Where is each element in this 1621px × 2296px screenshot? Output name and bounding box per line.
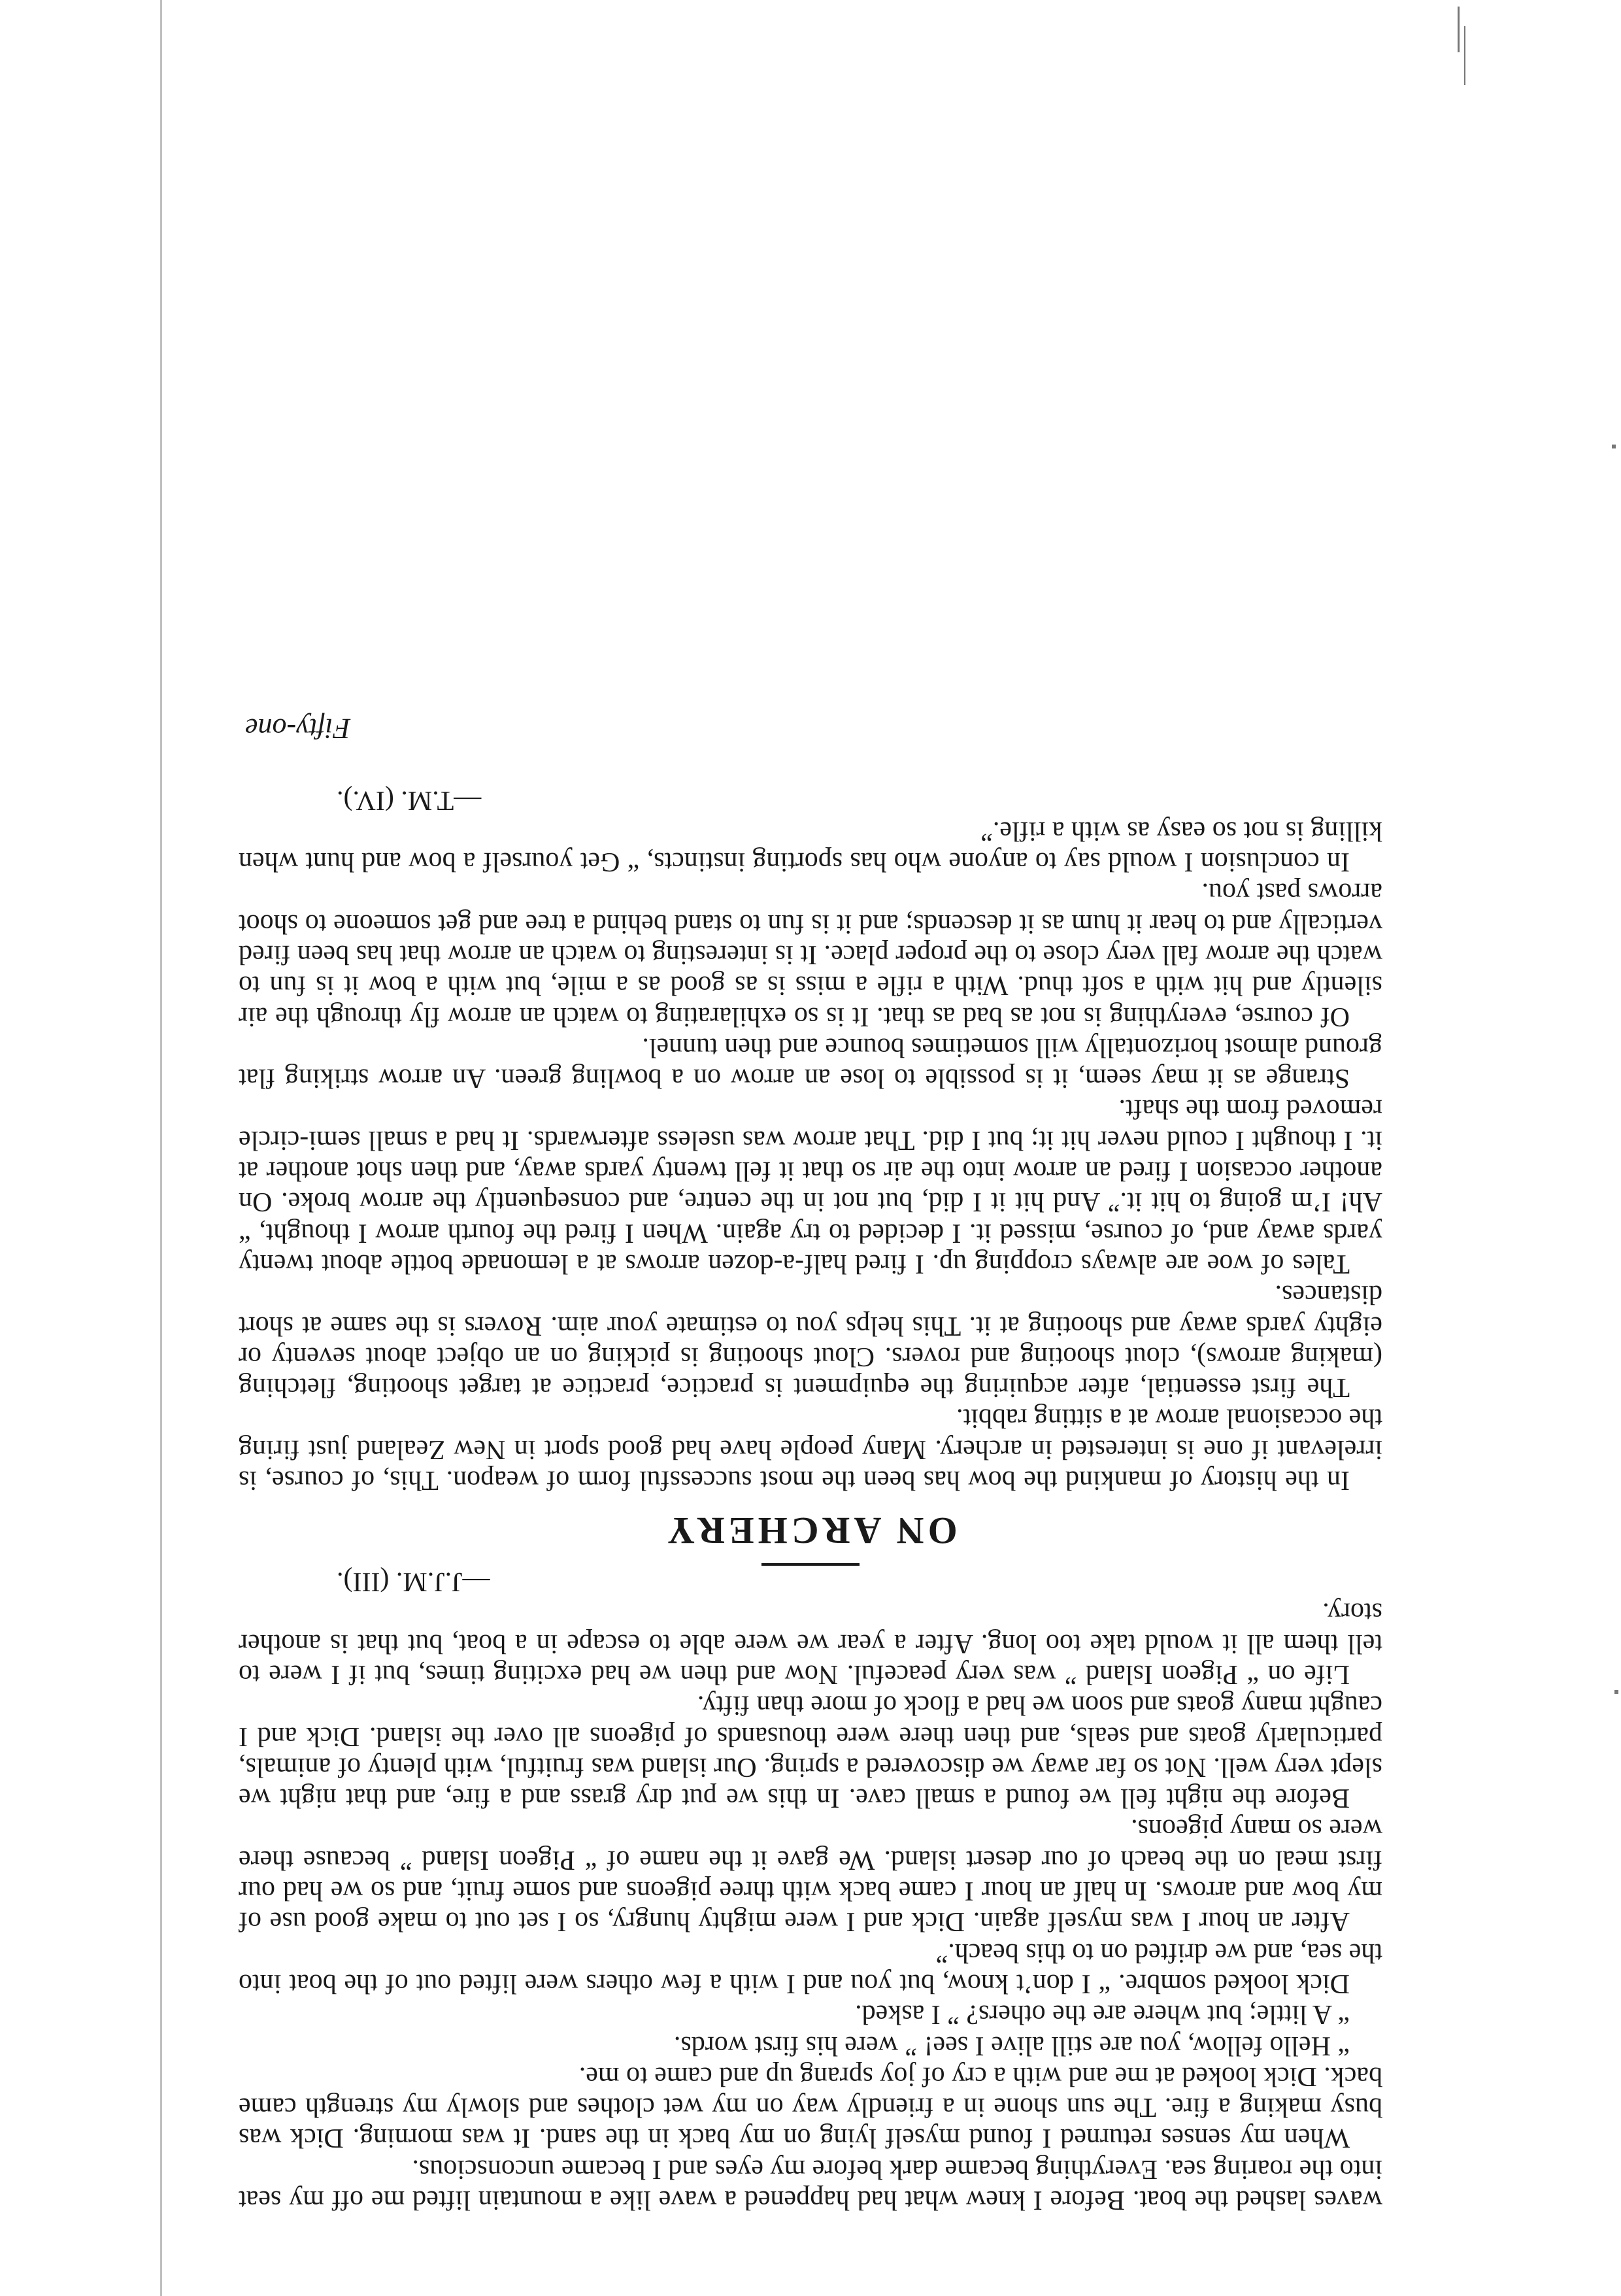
section-divider xyxy=(761,1563,860,1566)
archery-paragraph: Strange as it may seem, it is possible to lose an arrow on a bowling green. An arrow striking flat ground almost horizontally will sometimes bounce and then tunnel. xyxy=(239,1032,1382,1094)
story-paragraph: Before the night fell we found a small cave. In this we put dry grass and a fire, and that night we slept very well. Not so far away we discovered a spring. Our island was fruitful, with plenty of animals, particularly goats and seals, and then there were thousands of pigeons all over the island. Dick and I caught many goats and soon we had a flock of more than fifty. xyxy=(239,1690,1382,1814)
page-number: Fifty-one xyxy=(245,712,351,745)
story-paragraph: After an hour I was myself again. Dick and I were mighty hungry, so I set out to make good use of my bow and arrows. In half an hour I came back with three pigeons and some fruit, and so we had our first meal on the beach of our desert island. We gave it the name of “ Pigeon Island ” because there were so many pigeons. xyxy=(239,1814,1382,1937)
story-paragraph: “ A little; but where are the others? ” I asked. xyxy=(855,1999,1350,2030)
archery-paragraph: Of course, everything is not as bad as that. It is so exhilarating to watch an arrow fly through the air silently and hit with a soft thud. With a rifle a miss is as good as a mile, but with a bow it is fun to watch the arrow fall very close to the proper place. It is interesting to watch an arrow that has been fired vertically and to hear it hum as it descends; and it is fun to stand behind a tree and get someone to shoot arrows past you. xyxy=(239,877,1382,1032)
archery-paragraph: In the history of mankind the bow has been the most successful form of weapon. This, of course, is irrelevant if one is interested in archery. Many people have had good sport in New Zealand just firing the occasional arrow at a sitting rabbit. xyxy=(239,1403,1382,1496)
archery-paragraph: Tales of woe are always cropping up. I fired half-a-dozen arrows at a lemonade bottle about twenty yards away and, of course, missed it. I decided to try again. When I fired the fourth arrow I thought, “ Ah! I’m going to hit it.” And hit it I did, but not in the centre, and consequently the arrow broke. On another occasion I fired an arrow into the air so that it fell twenty yards away, and then shot another at it. I thought I could never hit it; but I did. That arrow was useless afterwards. It had a small semi-circle removed from the shaft. xyxy=(239,1094,1382,1279)
text-column xyxy=(239,677,1382,2215)
archery-paragraph: In conclusion I would say to anyone who has sporting instincts, “ Get yourself a bow and hunt when killing is not so easy as with a rifle.” xyxy=(239,815,1382,877)
story-paragraph: “ Hello fellow, you are still alive I see! ” were his first words. xyxy=(673,2030,1350,2061)
story-paragraph: When my senses returned I found myself lying on my back in the sand. It was morning. Dick was busy making a fire. The sun shone in a friendly way on my wet clothes and slowly my strength came back. Dick looked at me and with a cry of joy sprang up and came to me. xyxy=(239,2061,1382,2153)
story-signature: —J.J.M. (III). xyxy=(337,1566,490,1597)
article-heading: ON ARCHERY xyxy=(663,1510,958,1553)
story-paragraph: Dick looked sombre. “ I don’t know, but you and I with a few others were lifted out of the boat into the sea, and we drifted on to this beach.” xyxy=(239,1937,1382,1999)
story-paragraph: waves lashed the boat. Before I knew what had happened a wave like a mountain lifted me off my seat into the roaring sea. Everything became dark before my eyes and I became unconscious. xyxy=(239,2153,1382,2215)
archery-signature: —T.M. (IV.). xyxy=(337,785,482,815)
archery-paragraph: The first essential, after acquiring the equipment is practice, practice at target shooting, fletching (making arrows), clout shooting and rovers. Clout shooting is picking on an object about seventy or eighty yards away and shooting at it. This helps you to estimate your aim. Rovers is the same at short distances. xyxy=(239,1279,1382,1403)
story-paragraph: Life on “ Pigeon Island ” was very peaceful. Now and then we had exciting times, but if I were to tell them all it would take too long. After a year we were able to escape in a boat, but that is another story. xyxy=(239,1597,1382,1689)
